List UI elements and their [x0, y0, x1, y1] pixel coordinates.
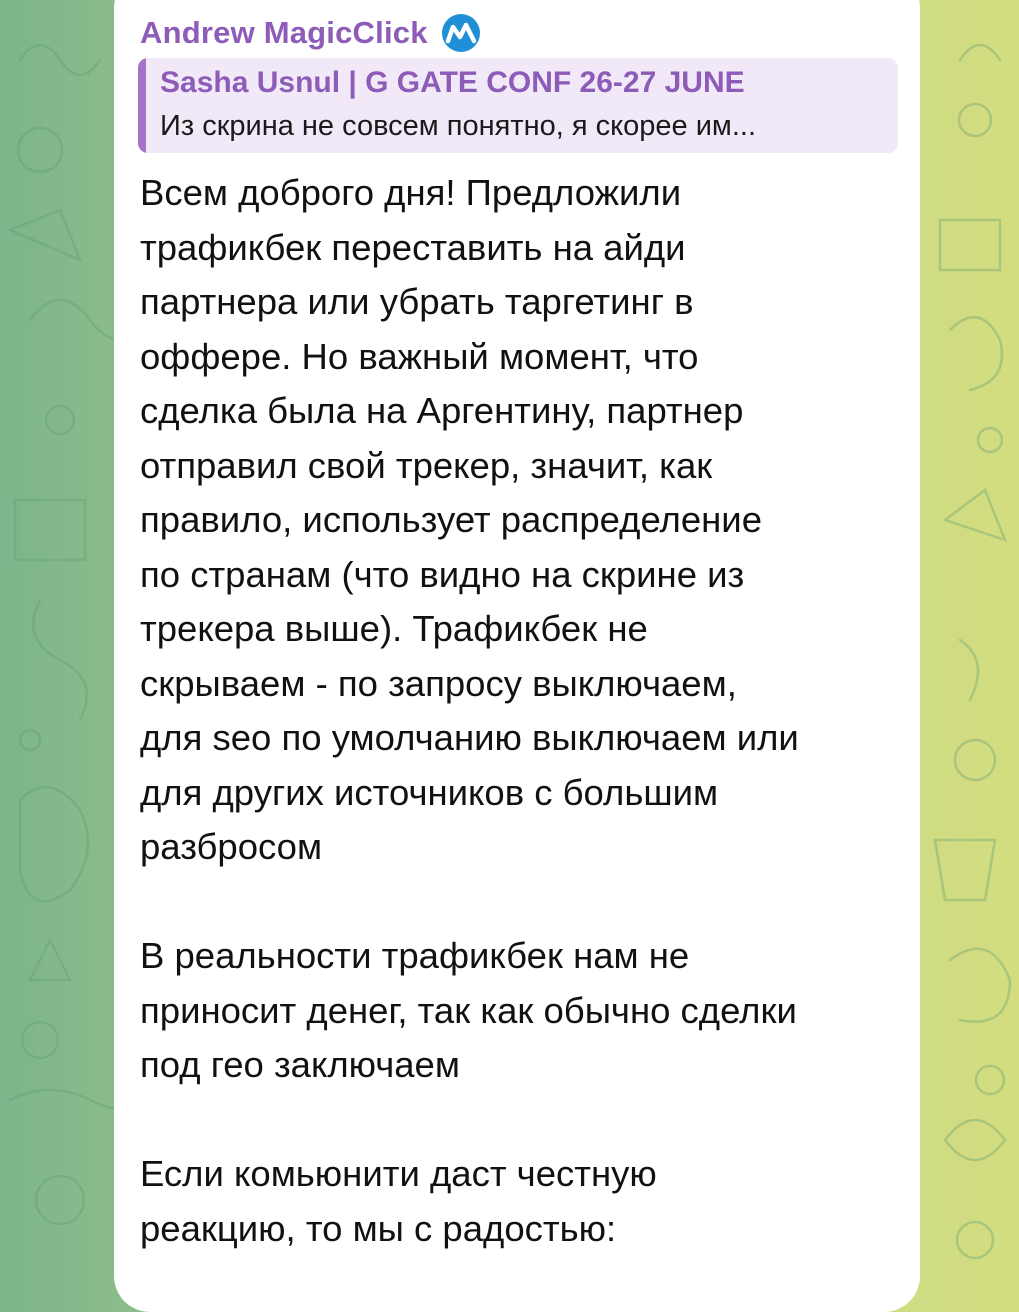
message-line: оффере. Но важный момент, что: [140, 335, 699, 377]
message-line: сделка была на Аргентину, партнер: [140, 390, 744, 431]
message-line: В реальности трафикбек нам не: [140, 935, 690, 976]
message-line: по странам (что видно на скрине из: [140, 553, 745, 595]
message-text: [140, 166, 910, 1256]
message-line: трафикбек переставить на айди: [140, 226, 686, 268]
message-line: приносит денег, так как обычно сделки: [140, 989, 797, 1031]
message-line: для других источников с большим: [140, 771, 719, 813]
reply-accent-bar: [138, 58, 146, 153]
message-line: под гео заключаем: [140, 1044, 460, 1085]
message-line: для seo по умолчанию выключаем или: [140, 717, 799, 758]
reply-preview[interactable]: [138, 58, 898, 153]
message-line: скрываем - по запросу выключаем,: [140, 662, 737, 704]
magicclick-logo-icon: [438, 13, 484, 53]
sender-name[interactable]: Andrew MagicClick: [140, 15, 428, 50]
message-line: трекера выше). Трафикбек не: [140, 608, 648, 649]
message-line: отправил свой трекер, значит, как: [140, 444, 713, 486]
message-header: [140, 12, 484, 54]
message-line: Если комьюнити даст честную: [140, 1153, 657, 1194]
reply-text: Из скрина не совсем понятно, я скорее им...: [160, 110, 757, 142]
message-line: реакцию, то мы с радостью:: [140, 1207, 617, 1249]
message-line: правило, использует распределение: [140, 499, 762, 540]
message-line: Всем доброго дня! Предложили: [140, 172, 682, 213]
paragraph-gap: [140, 875, 910, 930]
paragraph-gap: [140, 1093, 910, 1148]
reply-author: Sasha Usnul | G GATE CONF 26-27 JUNE: [160, 66, 745, 99]
message-line: партнера или убрать таргетинг в: [140, 281, 694, 322]
message-line: разбросом: [140, 826, 323, 867]
